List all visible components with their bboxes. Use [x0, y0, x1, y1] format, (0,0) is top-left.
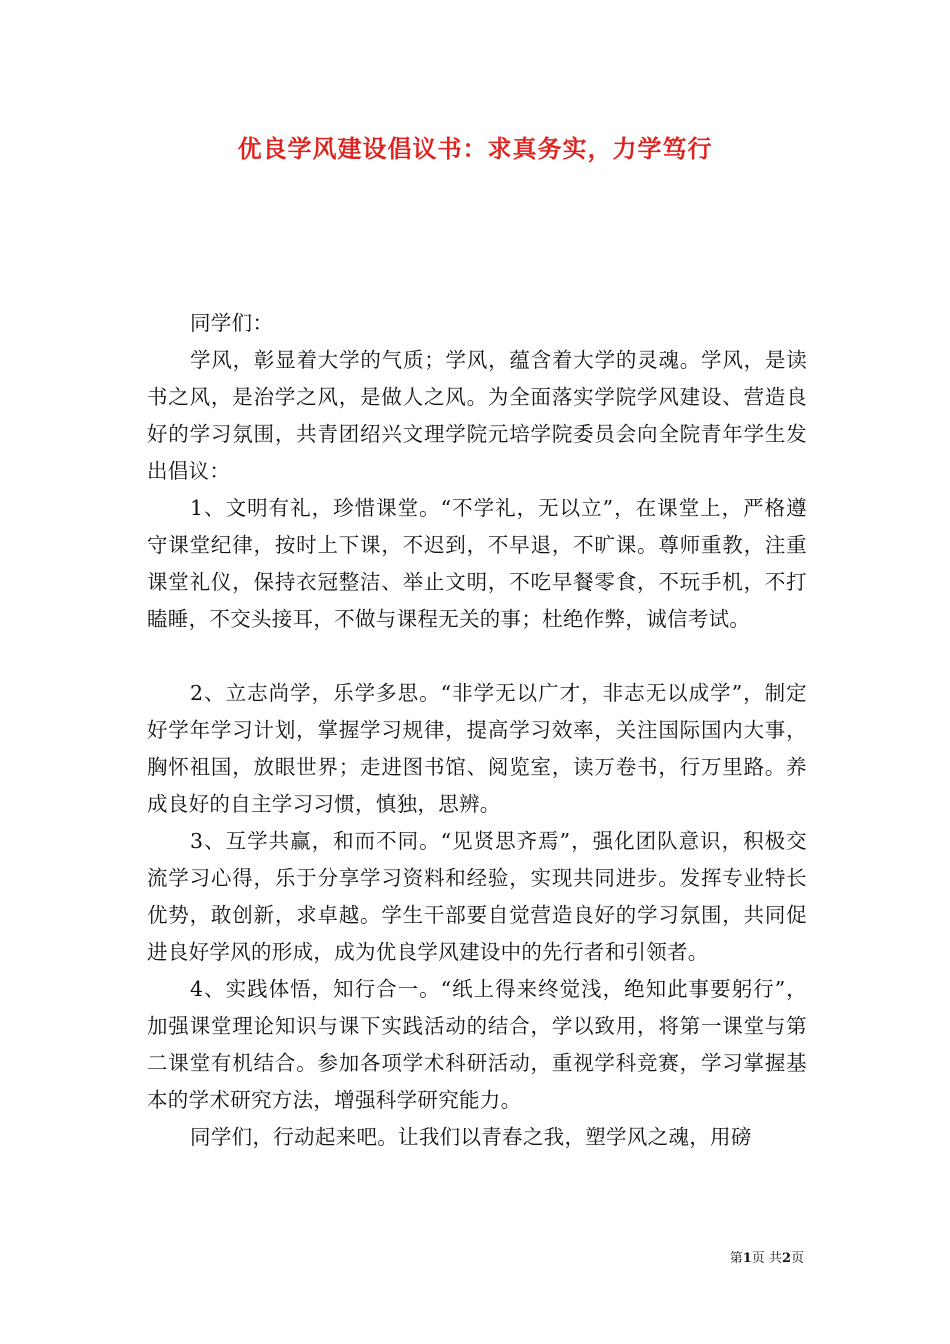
paragraph-closing: 同学们，行动起来吧。让我们以青春之我，塑学风之魂，用磅 [190, 1125, 752, 1149]
document-title: 优良学风建设倡议书：求真务实，力学笃行 [237, 134, 713, 163]
paragraph-item-4: 4、实践体悟，知行合一。“纸上得来终觉浅，绝知此事要躬行”，加强课堂理论知识与课下实践活动的结合，学以致用，将第一课堂与第二课堂有机结合。参加各项学术科研活动，重视学科竞赛，学习掌握基本的学术研究方法，增强科学研究能力。 [147, 977, 807, 1112]
blank-line [147, 638, 807, 675]
page-current: 1 [742, 1251, 752, 1266]
page-number [730, 1250, 804, 1268]
salutation: 同学们： [190, 311, 274, 335]
page-total: 2 [781, 1251, 791, 1266]
paragraph-intro: 学风，彰显着大学的气质；学风，蕴含着大学的灵魂。学风，是读书之风，是治学之风，是做人之风。为全面落实学院学风建设、营造良好的学习氛围，共青团绍兴文理学院元培学院委员会向全院青年学生发出倡议： [147, 348, 807, 483]
page-middle: 页 共 [751, 1251, 782, 1266]
page-prefix: 第 [729, 1251, 743, 1266]
page-suffix: 页 [790, 1251, 804, 1266]
paragraph-item-1: 1、文明有礼，珍惜课堂。“不学礼，无以立”，在课堂上，严格遵守课堂纪律，按时上下课，不迟到，不早退，不旷课。尊师重教，注重课堂礼仪，保持衣冠整洁、举止文明，不吃早餐零食，不玩手机，不打瞌睡，不交头接耳，不做与课程无关的事；杜绝作弊，诚信考试。 [147, 496, 807, 631]
document-body [147, 305, 807, 1156]
paragraph-item-3: 3、互学共赢，和而不同。“见贤思齐焉”，强化团队意识，积极交流学习心得，乐于分享学习资料和经验，实现共同进步。发挥专业特长优势，敢创新，求卓越。学生干部要自觉营造良好的学习氛围，共同促进良好学风的形成，成为优良学风建设中的先行者和引领者。 [147, 829, 807, 964]
paragraph-item-2: 2、立志尚学，乐学多思。“非学无以广才，非志无以成学”，制定好学年学习计划，掌握学习规律，提高学习效率，关注国际国内大事，胸怀祖国，放眼世界；走进图书馆、阅览室，读万卷书，行万里路。养成良好的自主学习习惯，慎独，思辨。 [147, 681, 807, 816]
